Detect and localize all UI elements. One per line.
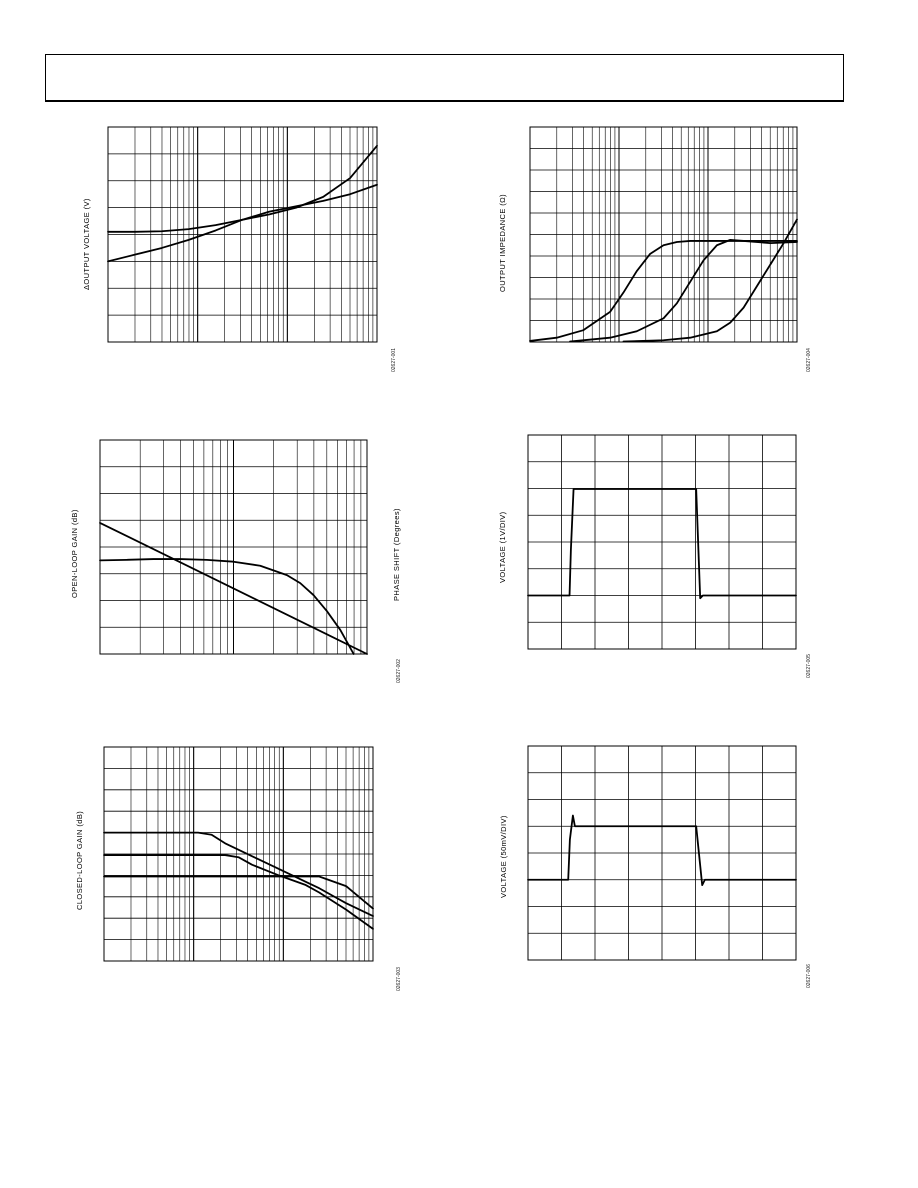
figure-id-002: 02627-002	[396, 659, 402, 683]
ylabel-output-impedance: OUTPUT IMPEDANCE (Ω)	[498, 193, 507, 292]
chart-output-voltage	[108, 127, 377, 342]
figure-id-005: 02627-005	[806, 654, 812, 678]
chart-large-signal-response-plot	[528, 435, 796, 649]
chart-closed-loop-gain-plot	[104, 747, 373, 961]
ylabel-closed-loop-gain: CLOSED-LOOP GAIN (dB)	[75, 810, 84, 910]
figure-id-004: 02627-004	[806, 348, 812, 372]
chart-open-loop-gain	[100, 440, 367, 654]
chart-closed-loop-gain	[104, 747, 373, 961]
ylabel-voltage-1v: VOLTAGE (1V/DIV)	[498, 511, 507, 583]
chart-open-loop-gain-plot	[100, 440, 367, 654]
gridlines	[100, 440, 367, 654]
ylabel-voltage-50mv: VOLTAGE (50mV/DIV)	[499, 815, 508, 898]
chart-output-impedance-plot	[530, 127, 797, 342]
gridlines	[530, 127, 797, 342]
page-header-box	[45, 54, 844, 102]
chart-output-voltage-plot	[108, 127, 377, 342]
series-line-3	[623, 219, 797, 341]
ylabel-output-voltage: ΔOUTPUT VOLTAGE (V)	[82, 198, 91, 290]
series-line-2	[100, 559, 354, 654]
series-line-3	[104, 876, 373, 908]
series-line-2	[570, 240, 797, 342]
figure-id-001: 02627-001	[391, 348, 397, 372]
chart-small-signal-response	[528, 746, 796, 960]
chart-large-signal-response	[528, 435, 796, 649]
gridlines	[528, 746, 796, 960]
figure-id-006: 02627-006	[806, 964, 812, 988]
figure-id-003: 02627-003	[396, 967, 402, 991]
chart-small-signal-response-plot	[528, 746, 796, 960]
gridlines	[528, 435, 796, 649]
series-line-2	[108, 185, 377, 262]
ylabel-phase-shift: PHASE SHIFT (Degrees)	[392, 508, 401, 601]
gridlines	[108, 127, 377, 342]
ylabel-open-loop-gain: OPEN-LOOP GAIN (dB)	[70, 509, 79, 598]
chart-output-impedance	[530, 127, 797, 342]
series-line-1	[104, 833, 373, 916]
gridlines	[104, 747, 373, 961]
